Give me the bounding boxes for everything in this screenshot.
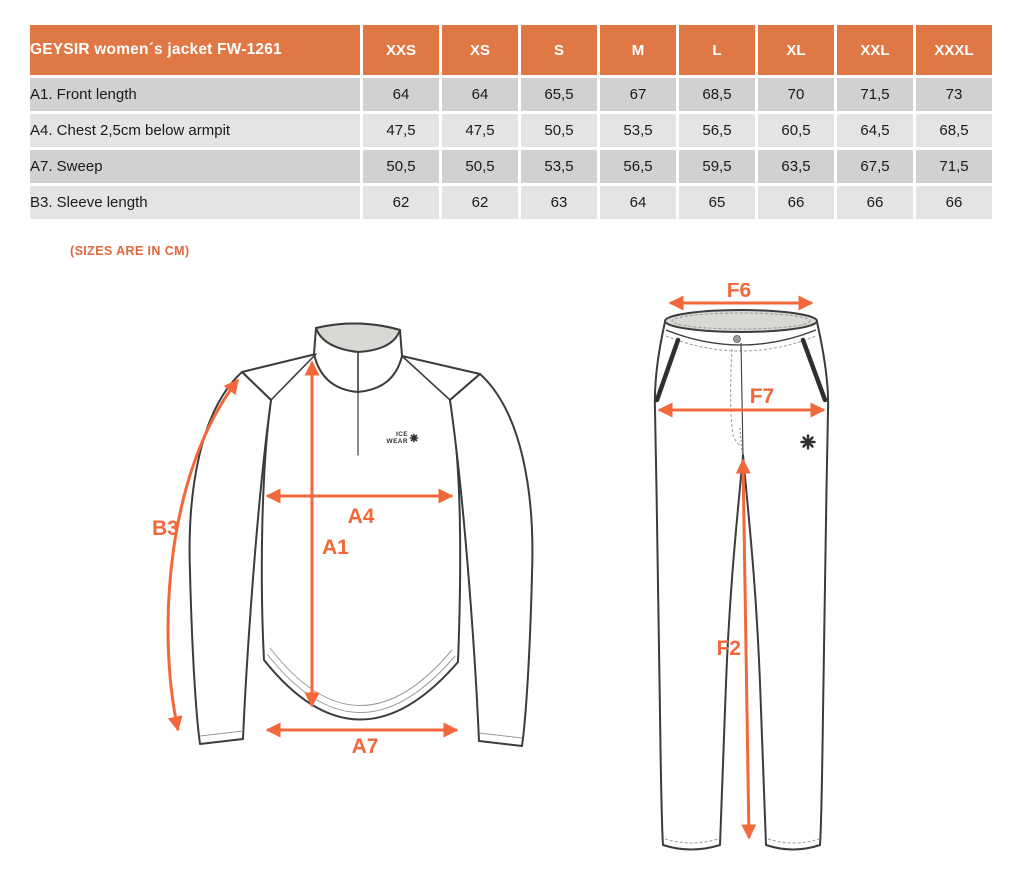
size-value-cell: 64 [363,78,439,111]
label-b3: B3 [152,517,179,540]
size-column-header-xxl: XXL [837,25,913,75]
row-label: A7. Sweep [30,150,360,183]
label-f7: F7 [749,385,775,408]
size-table [27,22,995,222]
size-column-header-m: M [600,25,676,75]
table-row-chest [30,114,992,147]
jacket-body-outline [242,354,480,720]
units-note: (SIZES ARE IN CM) [70,244,190,258]
size-value-cell: 71,5 [837,78,913,111]
label-f2: F2 [716,637,741,660]
logo-text-line1: ICE [395,431,408,438]
jacket-sleeve-left [190,372,271,744]
label-a4: A4 [347,505,375,528]
size-value-cell: 64 [442,78,518,111]
size-column-header-l: L [679,25,755,75]
table-header-row [30,25,992,75]
size-value-cell: 66 [916,186,992,219]
size-value-cell: 53,5 [521,150,597,183]
table-row-sweep [30,150,992,183]
logo-text-line2: WEAR [386,438,408,445]
size-value-cell: 71,5 [916,150,992,183]
jacket-measurement-diagram [130,292,570,867]
row-label: A1. Front length [30,78,360,111]
size-value-cell: 50,5 [363,150,439,183]
size-value-cell: 62 [442,186,518,219]
jacket-sleeve-right [450,374,532,746]
size-value-cell: 47,5 [442,114,518,147]
table-title: GEYSIR women´s jacket FW-1261 [30,25,360,75]
size-column-header-xxxl: XXXL [916,25,992,75]
size-value-cell: 59,5 [679,150,755,183]
snowflake-icon [411,435,418,442]
size-value-cell: 65 [679,186,755,219]
size-value-cell: 67,5 [837,150,913,183]
table-row-sleeve-length [30,186,992,219]
pants-body-outline [655,322,828,850]
size-value-cell: 67 [600,78,676,111]
size-value-cell: 65,5 [521,78,597,111]
size-column-header-s: S [521,25,597,75]
size-value-cell: 68,5 [679,78,755,111]
size-value-cell: 50,5 [442,150,518,183]
pants-measurement-diagram [650,283,1034,875]
size-column-header-xl: XL [758,25,834,75]
size-value-cell: 73 [916,78,992,111]
size-value-cell: 70 [758,78,834,111]
size-value-cell: 64 [600,186,676,219]
size-value-cell: 50,5 [521,114,597,147]
table-row-front-length [30,78,992,111]
size-column-header-xxs: XXS [363,25,439,75]
size-value-cell: 68,5 [916,114,992,147]
size-value-cell: 66 [758,186,834,219]
size-value-cell: 53,5 [600,114,676,147]
size-value-cell: 63,5 [758,150,834,183]
waist-button [734,336,741,343]
size-value-cell: 62 [363,186,439,219]
size-value-cell: 47,5 [363,114,439,147]
size-value-cell: 63 [521,186,597,219]
label-f6: F6 [726,283,752,302]
size-value-cell: 64,5 [837,114,913,147]
label-a7: A7 [351,735,379,758]
size-value-cell: 56,5 [679,114,755,147]
size-value-cell: 56,5 [600,150,676,183]
size-column-header-xs: XS [442,25,518,75]
size-value-cell: 66 [837,186,913,219]
row-label: A4. Chest 2,5cm below armpit [30,114,360,147]
size-value-cell: 60,5 [758,114,834,147]
label-a1: A1 [322,536,349,559]
row-label: B3. Sleeve length [30,186,360,219]
snowflake-icon [802,436,815,449]
